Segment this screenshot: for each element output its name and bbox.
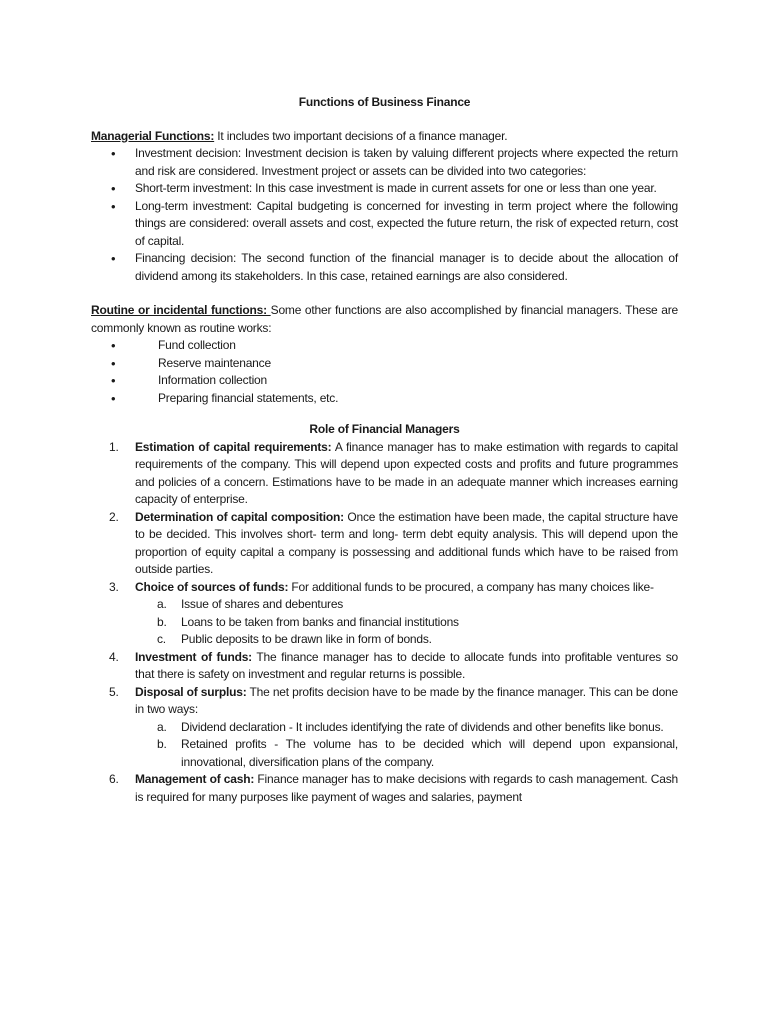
item-number: 1. xyxy=(109,439,119,454)
sub-item xyxy=(157,614,678,632)
sub-list xyxy=(135,596,678,649)
item-text: The finance manager has to decide to allocate funds into profitable ventures so that there is safety on investment and regular returns is possible. xyxy=(135,649,678,681)
sub-item-letter: b. xyxy=(157,737,167,751)
routine-intro-text: Some other functions are also accomplished by financial managers. These are commonly known as routine works: xyxy=(91,303,678,335)
list-item: • Information collection xyxy=(135,372,678,390)
list-item: • Long-term investment: Capital budgeting is concerned for investing in term project where the following things are considered: overall assets and cost, expected the future return, the risk of expected return, cost of capital. xyxy=(135,198,678,251)
role-item xyxy=(109,684,678,772)
list-item: • Reserve maintenance xyxy=(135,355,678,373)
item-number: 2. xyxy=(109,509,119,524)
item-text: The net profits decision have to be made by the finance manager. This can be done in two ways: xyxy=(135,684,678,716)
item-heading: Management of cash: xyxy=(135,772,255,786)
managerial-list xyxy=(91,145,678,285)
document-body xyxy=(91,94,678,806)
managerial-label: Managerial Functions: xyxy=(91,128,215,143)
item-heading: Investment of funds: xyxy=(135,649,252,664)
routine-label: Routine or incidental functions: xyxy=(91,303,271,317)
sub-item xyxy=(157,736,678,771)
sub-item-text: Dividend declaration - It includes identifying the rate of dividends and other benefits like bonus. xyxy=(181,719,664,734)
sub-item-text: Issue of shares and debentures xyxy=(181,597,344,611)
item-heading: Choice of sources of funds: xyxy=(135,579,289,594)
role-item xyxy=(109,439,678,509)
item-number: 6. xyxy=(109,772,119,786)
item-number: 4. xyxy=(109,649,119,664)
managerial-intro-text: It includes two important decisions of a finance manager. xyxy=(214,128,508,143)
item-heading: Disposal of surplus: xyxy=(135,684,247,699)
item-heading: Estimation of capital requirements: xyxy=(135,439,332,454)
list-item: • Investment decision: Investment decision is taken by valuing different projects where expected the return and risk are considered. Investment project or assets can be divided into two categories: xyxy=(135,145,678,180)
role-list xyxy=(91,439,678,807)
role-item xyxy=(109,579,678,649)
item-number: 3. xyxy=(109,579,119,594)
list-item: • Preparing financial statements, etc. xyxy=(135,390,678,408)
sub-list xyxy=(135,719,678,772)
routine-intro xyxy=(91,302,678,337)
item-text: Finance manager has to make decisions with regards to cash management. Cash is required for many purposes like payment of wages and salaries, payment xyxy=(135,772,678,804)
sub-item-letter: b. xyxy=(157,614,167,629)
list-item: • Fund collection xyxy=(135,337,678,355)
managerial-intro xyxy=(91,128,678,146)
item-text: Once the estimation have been made, the capital structure have to be decided. This involves short- term and long- term debt equity analysis. This will depend upon the proportion of equity capital a company is possessing and additional funds which have to be raised from outside parties. xyxy=(135,509,679,576)
sub-item xyxy=(157,631,678,649)
sub-item-letter: c. xyxy=(157,632,166,646)
item-text: A finance manager has to make estimation with regards to capital requirements of the company. This will depend upon expected costs and profits and future programmes and policies of a concern. Estimations have to be made in an adequate manner which increases earning capacity of enterprise. xyxy=(135,439,678,506)
role-item xyxy=(109,509,679,579)
item-text: For additional funds to be procured, a company has many choices like- xyxy=(288,579,654,594)
role-title: Role of Financial Managers xyxy=(309,422,460,436)
sub-item xyxy=(157,596,678,614)
sub-item-text: Public deposits to be drawn like in form of bonds. xyxy=(181,632,432,646)
document-title: Functions of Business Finance xyxy=(298,95,471,109)
routine-list xyxy=(91,337,678,407)
sub-item-letter: a. xyxy=(157,597,167,611)
role-item xyxy=(109,649,678,684)
sub-item xyxy=(157,719,678,737)
item-number: 5. xyxy=(109,684,119,699)
sub-item-text: Retained profits - The volume has to be decided which will depend upon expansional, innovational, diversification plans of the company. xyxy=(181,737,678,769)
role-item xyxy=(109,771,678,806)
list-item: • Financing decision: The second function of the financial manager is to decide about the allocation of dividend among its stakeholders. In this case, retained earnings are also considered. xyxy=(135,250,678,285)
list-item: • Short-term investment: In this case investment is made in current assets for one or less than one year. xyxy=(135,180,678,198)
sub-item-text: Loans to be taken from banks and financial institutions xyxy=(181,614,459,629)
sub-item-letter: a. xyxy=(157,719,167,734)
item-heading: Determination of capital composition: xyxy=(135,509,344,524)
